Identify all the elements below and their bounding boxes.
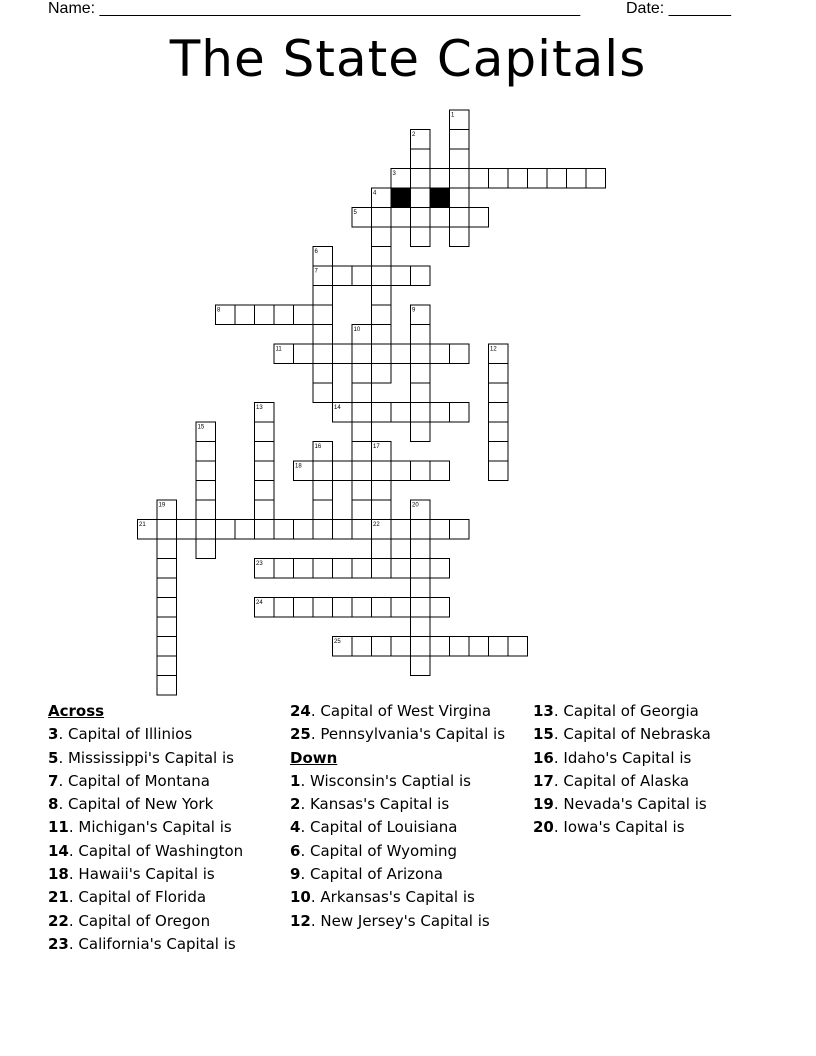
crossword-cell[interactable]	[352, 266, 372, 286]
crossword-cell[interactable]	[352, 637, 372, 657]
crossword-cell[interactable]	[489, 364, 509, 384]
clue-text: Nevada's Capital is	[563, 795, 707, 814]
clue-number: 25	[290, 725, 311, 744]
clue-number: 12	[290, 911, 311, 930]
crossword-cell[interactable]	[411, 656, 431, 676]
clue-item: 8. Capital of New York	[48, 795, 214, 814]
cell-number: 17	[373, 444, 380, 450]
crossword-cell[interactable]	[333, 344, 353, 364]
crossword-cell[interactable]	[313, 520, 333, 540]
across-list	[48, 723, 283, 956]
crossword-cell[interactable]	[157, 520, 177, 540]
clue-number: 17	[533, 771, 554, 790]
crossword-cell[interactable]	[255, 500, 275, 520]
crossword-cell[interactable]	[508, 637, 528, 657]
crossword-cell[interactable]	[430, 637, 450, 657]
clue-number: 3	[48, 725, 59, 744]
crossword-cell[interactable]	[450, 344, 470, 364]
across-list-continued	[290, 700, 520, 747]
across-heading: Across	[48, 702, 105, 720]
crossword-cell[interactable]	[333, 461, 353, 481]
clue-text: Capital of Montana	[67, 771, 210, 790]
clue-number: 22	[48, 911, 69, 930]
clue-number: 13	[533, 702, 554, 720]
clue-number: 18	[48, 865, 69, 884]
clue-item: 12. New Jersey's Capital is	[290, 911, 490, 930]
crossword-cell[interactable]	[391, 266, 411, 286]
clue-item: 13. Capital of Georgia	[533, 702, 699, 720]
down-list	[290, 770, 520, 933]
crossword-cell[interactable]	[255, 520, 275, 540]
cell-number: 7	[314, 268, 318, 275]
cell-number: 14	[334, 405, 341, 411]
crossword-cell[interactable]	[411, 364, 431, 384]
crossword-cell[interactable]	[313, 559, 333, 579]
cell-number: 21	[139, 522, 146, 528]
clue-item: 2. Kansas's Capital is	[290, 795, 450, 814]
crossword-cell[interactable]	[411, 188, 431, 208]
crossword-cell[interactable]	[411, 598, 431, 618]
crossword-cell[interactable]	[469, 208, 489, 228]
crossword-cell[interactable]	[313, 344, 333, 364]
clue-number: 4	[290, 818, 301, 837]
crossword-cell[interactable]	[372, 266, 392, 286]
crossword-cell[interactable]	[411, 227, 431, 247]
clue-item: 11. Michigan's Capital is	[48, 818, 232, 837]
clue-number: 10	[290, 888, 311, 907]
crossword-cell[interactable]	[255, 481, 275, 501]
crossword-cell[interactable]	[294, 305, 314, 325]
crossword-cell[interactable]	[372, 305, 392, 325]
crossword-cell[interactable]	[489, 169, 509, 189]
cell-number: 15	[197, 424, 205, 431]
clue-item: 18. Hawaii's Capital is	[48, 865, 215, 884]
crossword-cell[interactable]	[274, 305, 294, 325]
clue-item: 6. Capital of Wyoming	[290, 841, 458, 860]
crossword-cell[interactable]	[235, 305, 255, 325]
crossword-cell[interactable]	[411, 539, 431, 559]
clue-item: 16. Idaho's Capital is	[533, 748, 692, 767]
crossword-cell[interactable]	[411, 520, 431, 540]
crossword-cell[interactable]	[411, 559, 431, 579]
clues-column-2	[290, 700, 520, 933]
crossword-cell[interactable]	[196, 539, 216, 559]
crossword-cell[interactable]	[372, 364, 392, 384]
clue-text: Wisconsin's Captial is	[309, 771, 471, 790]
cell-number: 4	[373, 190, 377, 197]
clue-number: 14	[48, 841, 69, 860]
crossword-cell[interactable]	[313, 500, 333, 520]
clue-number: 5	[48, 748, 59, 767]
cell-number: 16	[314, 444, 322, 450]
crossword-cell[interactable]	[196, 520, 216, 540]
crossword-cell[interactable]	[352, 422, 372, 442]
clue-text: Arkansas's Capital is	[320, 888, 475, 907]
clue-text: Capital of Washington	[78, 841, 244, 860]
crossword-cell[interactable]	[372, 500, 392, 520]
crossword-cell[interactable]	[411, 383, 431, 403]
clues-column-1	[48, 700, 283, 956]
crossword-cell[interactable]	[450, 130, 470, 150]
cell-number: 24	[256, 600, 263, 606]
clue-number: 6	[290, 841, 301, 860]
date-field[interactable]: Date: _______	[626, 0, 731, 17]
crossword-cell[interactable]	[450, 520, 470, 540]
clue-item: 20. Iowa's Capital is	[533, 818, 685, 837]
clue-item: 4. Capital of Louisiana	[290, 818, 458, 837]
clue-item: 25. Pennsylvania's Capital is	[290, 725, 506, 744]
crossword-cell[interactable]	[586, 169, 606, 189]
crossword-cell[interactable]	[255, 305, 275, 325]
crossword-cell[interactable]	[313, 286, 333, 306]
clue-text: New Jersey's Capital is	[320, 911, 490, 930]
crossword-cell[interactable]	[489, 383, 509, 403]
clue-text: Capital of Georgia	[563, 702, 699, 720]
crossword-cell[interactable]	[333, 266, 353, 286]
clue-number: 20	[533, 818, 554, 837]
clue-text: Capital of Illinios	[67, 725, 193, 744]
clue-item: 1. Wisconsin's Captial is	[290, 771, 471, 790]
crossword-cell[interactable]	[508, 169, 528, 189]
crossword-cell[interactable]	[196, 481, 216, 501]
crossword-cell[interactable]	[411, 637, 431, 657]
name-field[interactable]: Name: ______________________________________________________	[48, 0, 581, 17]
clue-number: 1	[290, 771, 301, 790]
crossword-cell[interactable]	[430, 461, 450, 481]
crossword-cell[interactable]	[391, 520, 411, 540]
cell-number: 2	[412, 132, 416, 138]
cell-number: 13	[256, 405, 263, 411]
clue-text: Capital of Nebraska	[563, 725, 711, 744]
crossword-cell[interactable]	[372, 286, 392, 306]
crossword-cell[interactable]	[372, 325, 392, 345]
crossword-cell[interactable]	[411, 149, 431, 169]
crossword-cell[interactable]	[411, 617, 431, 637]
crossword-cell[interactable]	[391, 559, 411, 579]
clue-text: Capital of Florida	[78, 888, 207, 907]
crossword-cell[interactable]	[352, 500, 372, 520]
crossword-cell[interactable]	[489, 637, 509, 657]
clue-item: 15. Capital of Nebraska	[533, 725, 711, 744]
crossword-cell[interactable]	[352, 598, 372, 618]
crossword-cell[interactable]	[352, 442, 372, 462]
crossword-cell[interactable]	[196, 442, 216, 462]
clue-text: Capital of Arizona	[309, 865, 443, 884]
clues-column-3	[533, 700, 793, 840]
crossword-cell[interactable]	[450, 227, 470, 247]
crossword-cell[interactable]	[372, 461, 392, 481]
crossword-cell[interactable]	[196, 500, 216, 520]
crossword-cell[interactable]	[469, 637, 489, 657]
crossword-cell[interactable]	[333, 559, 353, 579]
crossword-cell[interactable]	[391, 344, 411, 364]
crossword-cell[interactable]	[372, 227, 392, 247]
crossword-cell[interactable]	[352, 383, 372, 403]
crossword-cell[interactable]	[469, 169, 489, 189]
crossword-cell[interactable]	[411, 403, 431, 423]
clue-item: 24. Capital of West Virgina	[290, 702, 492, 720]
crossword-cell[interactable]	[313, 461, 333, 481]
crossword-cell[interactable]	[489, 461, 509, 481]
clue-item: 10. Arkansas's Capital is	[290, 888, 475, 907]
cell-number: 18	[295, 463, 302, 470]
clue-text: Michigan's Capital is	[78, 818, 232, 837]
crossword-cell[interactable]	[372, 403, 392, 423]
crossword-cell[interactable]	[352, 481, 372, 501]
crossword-cell[interactable]	[411, 169, 431, 189]
crossword-cell[interactable]	[196, 461, 216, 481]
crossword-cell[interactable]	[352, 344, 372, 364]
crossword-cell[interactable]	[567, 169, 587, 189]
clue-text: Capital of Louisiana	[309, 818, 458, 837]
cell-number: 12	[490, 346, 497, 353]
cell-number: 11	[275, 346, 282, 353]
down-heading: Down	[290, 748, 338, 767]
crossword-cell[interactable]	[352, 403, 372, 423]
clue-item: 9. Capital of Arizona	[290, 865, 443, 884]
clue-number: 7	[48, 771, 59, 790]
crossword-cell[interactable]	[372, 344, 392, 364]
clue-item: 23. California's Capital is	[48, 934, 236, 953]
clue-text: Pennsylvania's Capital is	[320, 725, 506, 744]
crossword-cell[interactable]	[313, 325, 333, 345]
crossword-cell[interactable]	[157, 539, 177, 559]
crossword-cell[interactable]	[235, 520, 255, 540]
crossword-cell[interactable]	[157, 676, 177, 696]
clue-number: 24	[290, 702, 311, 720]
crossword-cell[interactable]	[411, 208, 431, 228]
crossword-cell[interactable]	[313, 383, 333, 403]
crossword-cell[interactable]	[157, 656, 177, 676]
crossword-cell[interactable]	[391, 208, 411, 228]
clue-item: 22. Capital of Oregon	[48, 911, 211, 930]
crossword-cell[interactable]	[372, 208, 392, 228]
clue-text: Iowa's Capital is	[563, 818, 685, 837]
crossword-cell[interactable]	[372, 247, 392, 267]
crossword-cell[interactable]	[372, 539, 392, 559]
crossword-cell[interactable]	[274, 598, 294, 618]
clue-text: Capital of West Virgina	[320, 702, 492, 720]
clue-item: 17. Capital of Alaska	[533, 771, 690, 790]
crossword-cell[interactable]	[352, 559, 372, 579]
clue-item: 7. Capital of Montana	[48, 771, 210, 790]
crossword-cell[interactable]	[450, 188, 470, 208]
crossword-cell[interactable]	[450, 403, 470, 423]
crossword-cell[interactable]	[157, 637, 177, 657]
crossword-cell[interactable]	[294, 559, 314, 579]
cell-number: 20	[412, 502, 419, 509]
clue-text: Capital of Wyoming	[309, 841, 458, 860]
crossword-cell[interactable]	[294, 520, 314, 540]
crossword-black-cell	[391, 188, 411, 208]
crossword-cell[interactable]	[450, 149, 470, 169]
crossword-cell[interactable]	[313, 305, 333, 325]
clue-number: 8	[48, 795, 59, 814]
cell-number: 3	[392, 171, 396, 177]
clue-text: Mississippi's Capital is	[67, 748, 234, 767]
crossword-cell[interactable]	[157, 617, 177, 637]
crossword-cell[interactable]	[411, 578, 431, 598]
crossword-cell[interactable]	[216, 520, 236, 540]
clue-number: 16	[533, 748, 554, 767]
crossword-cell[interactable]	[391, 403, 411, 423]
clue-item: 21. Capital of Florida	[48, 888, 207, 907]
cell-number: 25	[334, 639, 341, 645]
crossword-cell[interactable]	[450, 208, 470, 228]
crossword-cell[interactable]	[430, 403, 450, 423]
crossword-cell[interactable]	[430, 208, 450, 228]
crossword-cell[interactable]	[411, 422, 431, 442]
clue-text: Capital of Oregon	[78, 911, 211, 930]
cell-number: 1	[451, 112, 455, 119]
clue-number: 2	[290, 795, 301, 814]
crossword-cell[interactable]	[489, 403, 509, 423]
clue-text: California's Capital is	[78, 934, 236, 953]
cell-number: 6	[314, 249, 318, 255]
clue-text: Capital of Alaska	[563, 771, 690, 790]
clue-item: 19. Nevada's Capital is	[533, 795, 707, 814]
crossword-cell[interactable]	[274, 559, 294, 579]
crossword-cell[interactable]	[528, 169, 548, 189]
crossword-cell[interactable]	[255, 461, 275, 481]
crossword-cell[interactable]	[411, 325, 431, 345]
clue-item: 3. Capital of Illinios	[48, 725, 193, 744]
crossword-black-cell	[430, 188, 450, 208]
crossword-cell[interactable]	[489, 442, 509, 462]
crossword-cell[interactable]	[372, 481, 392, 501]
clue-text: Idaho's Capital is	[563, 748, 692, 767]
clue-text: Kansas's Capital is	[309, 795, 450, 814]
crossword-cell[interactable]	[372, 598, 392, 618]
down-list-continued	[533, 700, 793, 840]
cell-number: 22	[373, 522, 380, 528]
clue-text: Hawaii's Capital is	[78, 865, 215, 884]
crossword-cell[interactable]	[313, 364, 333, 384]
clue-number: 23	[48, 934, 69, 953]
crossword-cell[interactable]	[450, 637, 470, 657]
cell-number: 10	[353, 327, 361, 333]
clue-item: 5. Mississippi's Capital is	[48, 748, 234, 767]
crossword-cell[interactable]	[430, 598, 450, 618]
crossword-cell[interactable]	[157, 598, 177, 618]
crossword-cell[interactable]	[430, 520, 450, 540]
crossword-cell[interactable]	[333, 598, 353, 618]
crossword-cell[interactable]	[352, 364, 372, 384]
crossword-cell[interactable]	[294, 598, 314, 618]
crossword-cell[interactable]	[255, 422, 275, 442]
crossword-cell[interactable]	[157, 559, 177, 579]
crossword-cell[interactable]	[547, 169, 567, 189]
crossword-cell[interactable]	[391, 637, 411, 657]
clue-number: 19	[533, 795, 554, 814]
clue-number: 11	[48, 818, 69, 837]
crossword-cell[interactable]	[450, 169, 470, 189]
crossword-cell[interactable]	[352, 520, 372, 540]
clue-number: 15	[533, 725, 554, 744]
crossword-cell[interactable]	[255, 442, 275, 462]
cell-number: 19	[158, 502, 166, 509]
crossword-cell[interactable]	[489, 422, 509, 442]
crossword-cell[interactable]	[430, 559, 450, 579]
cell-number: 9	[412, 307, 416, 314]
crossword-cell[interactable]	[157, 578, 177, 598]
crossword-cell[interactable]	[372, 559, 392, 579]
crossword-cell[interactable]	[430, 169, 450, 189]
cell-number: 5	[353, 210, 357, 216]
crossword-cell[interactable]	[411, 266, 431, 286]
crossword-cell[interactable]	[430, 344, 450, 364]
crossword-cell[interactable]	[391, 461, 411, 481]
clue-number: 21	[48, 888, 69, 907]
crossword-cell[interactable]	[177, 520, 197, 540]
crossword-cell[interactable]	[313, 598, 333, 618]
clue-number: 9	[290, 865, 301, 884]
cell-number: 23	[256, 561, 263, 567]
cell-number: 8	[217, 307, 221, 314]
crossword-cell[interactable]	[391, 598, 411, 618]
crossword-cell[interactable]	[294, 344, 314, 364]
crossword-cell[interactable]	[333, 520, 353, 540]
crossword-cell[interactable]	[411, 344, 431, 364]
page-title: The State Capitals	[169, 30, 647, 88]
crossword-cell[interactable]	[372, 637, 392, 657]
crossword-cell[interactable]	[352, 461, 372, 481]
clue-text: Capital of New York	[67, 795, 214, 814]
crossword-cell[interactable]	[313, 481, 333, 501]
crossword-cell[interactable]	[274, 520, 294, 540]
crossword-cell[interactable]	[411, 461, 431, 481]
clue-item: 14. Capital of Washington	[48, 841, 244, 860]
